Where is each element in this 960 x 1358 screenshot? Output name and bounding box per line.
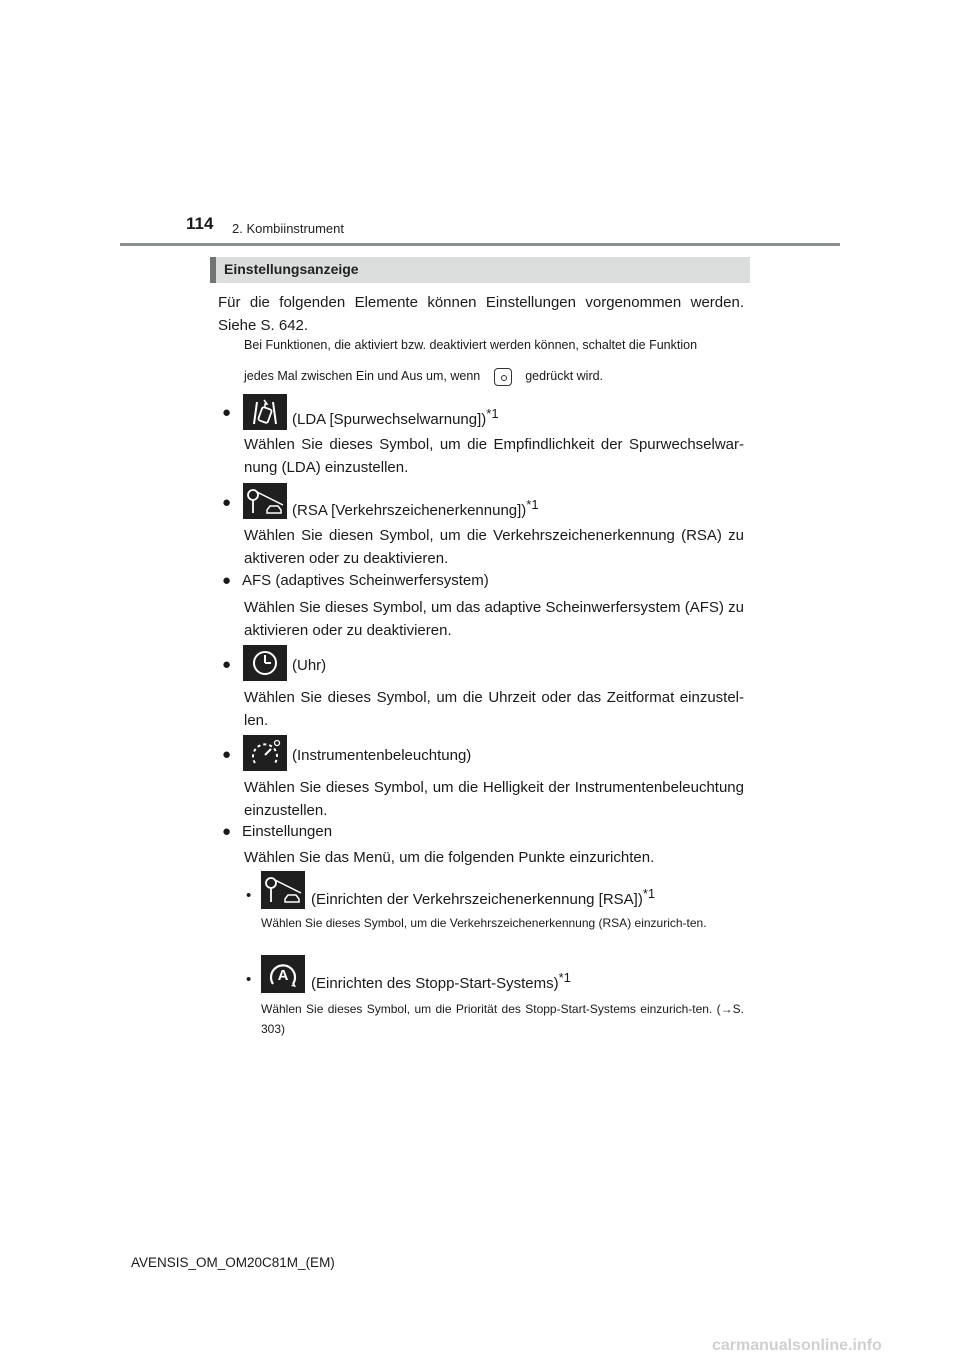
intro-text: Für die folgenden Elemente können Einstellungen vorgenommen werden. Siehe S. 642. [218,294,744,334]
item-3-label: AFS (adaptives Scheinwerfersystem) [242,572,489,589]
bullet-icon: ● [222,494,232,511]
bullet-icon: ● [222,746,232,763]
item-1-label: (LDA [Spurwechselwarnung])$^{*1}$ [292,406,499,428]
item-6-desc: Wählen Sie das Menü, um die folgenden Punkte einzurichten. [244,849,655,866]
road-sign-icon [261,871,305,909]
watermark: carmanualsonline.info [712,1337,882,1354]
item-5-label: (Instrumentenbeleuchtung) [292,747,472,764]
subitem-2-desc: Wählen Sie dieses Symbol, um die Priorität des Stopp-Start-Systems einzurich-ten. (→S. 303) [261,1002,744,1036]
bullet-icon: ● [222,656,232,673]
road-sign-icon [243,483,287,519]
item-4-desc: Wählen Sie dieses Symbol, um die Uhrzeit oder das Zeitformat einzustel-len. [244,689,744,729]
item-3-desc: Wählen Sie dieses Symbol, um das adaptive Scheinwerfersystem (AFS) zu aktivieren oder zu deaktivieren. [244,599,744,639]
sub-bullet: • [246,971,252,988]
item-2-label: (RSA [Verkehrszeichenerkennung])$^{*1}$ [292,497,539,519]
document-code: AVENSIS_OM_OM20C81M_(EM) [131,1255,335,1270]
bullet-icon: ● [222,572,232,589]
subitem-1-desc: Wählen Sie dieses Symbol, um die Verkehrszeichenerkennung (RSA) einzurich-ten. [261,916,707,930]
subitem-1-label: (Einrichten der Verkehrszeichenerkennung [RSA])$^{*1}$ [311,886,656,908]
sub-bullet: • [246,887,252,904]
section-accent [210,257,216,283]
intro-note-1: Bei Funktionen, die aktiviert bzw. deaktiviert werden können, schaltet die Funktion [244,338,698,352]
brightness-icon [243,735,287,771]
intro-note-end: gedrückt wird. [525,369,604,383]
header-rule [120,243,840,246]
stop-start-icon [261,955,305,993]
page-number: 114 [186,214,214,233]
chapter-title: 2. Kombiinstrument [232,221,344,236]
bullet-icon: ● [222,823,232,840]
svg-text:A: A [277,967,289,984]
subitem-2-label: (Einrichten des Stopp-Start-Systems)$^{*1}$ [311,970,571,992]
item-6-label: Einstellungen [242,823,333,840]
clock-icon [243,645,287,681]
section-heading [210,257,750,283]
item-2-desc: Wählen Sie diesen Symbol, um die Verkehrszeichenerkennung (RSA) zu aktiveren oder zu deaktivieren. [244,527,744,567]
intro-note-2 [244,366,603,386]
item-4-label: (Uhr) [292,657,327,674]
bullet-icon: ● [222,404,232,421]
item-1-desc: Wählen Sie dieses Symbol, um die Empfindlichkeit der Spurwechselwar-nung (LDA) einzustellen. [244,436,744,476]
intro-note-text: jedes Mal zwischen Ein und Aus um, wenn [244,369,481,383]
item-5-desc: Wählen Sie dieses Symbol, um die Helligkeit der Instrumentenbeleuchtung einzustellen. [244,779,744,819]
ok-button-icon [494,368,512,386]
lane-departure-icon [243,394,287,430]
section-title: Einstellungsanzeige [224,261,359,277]
